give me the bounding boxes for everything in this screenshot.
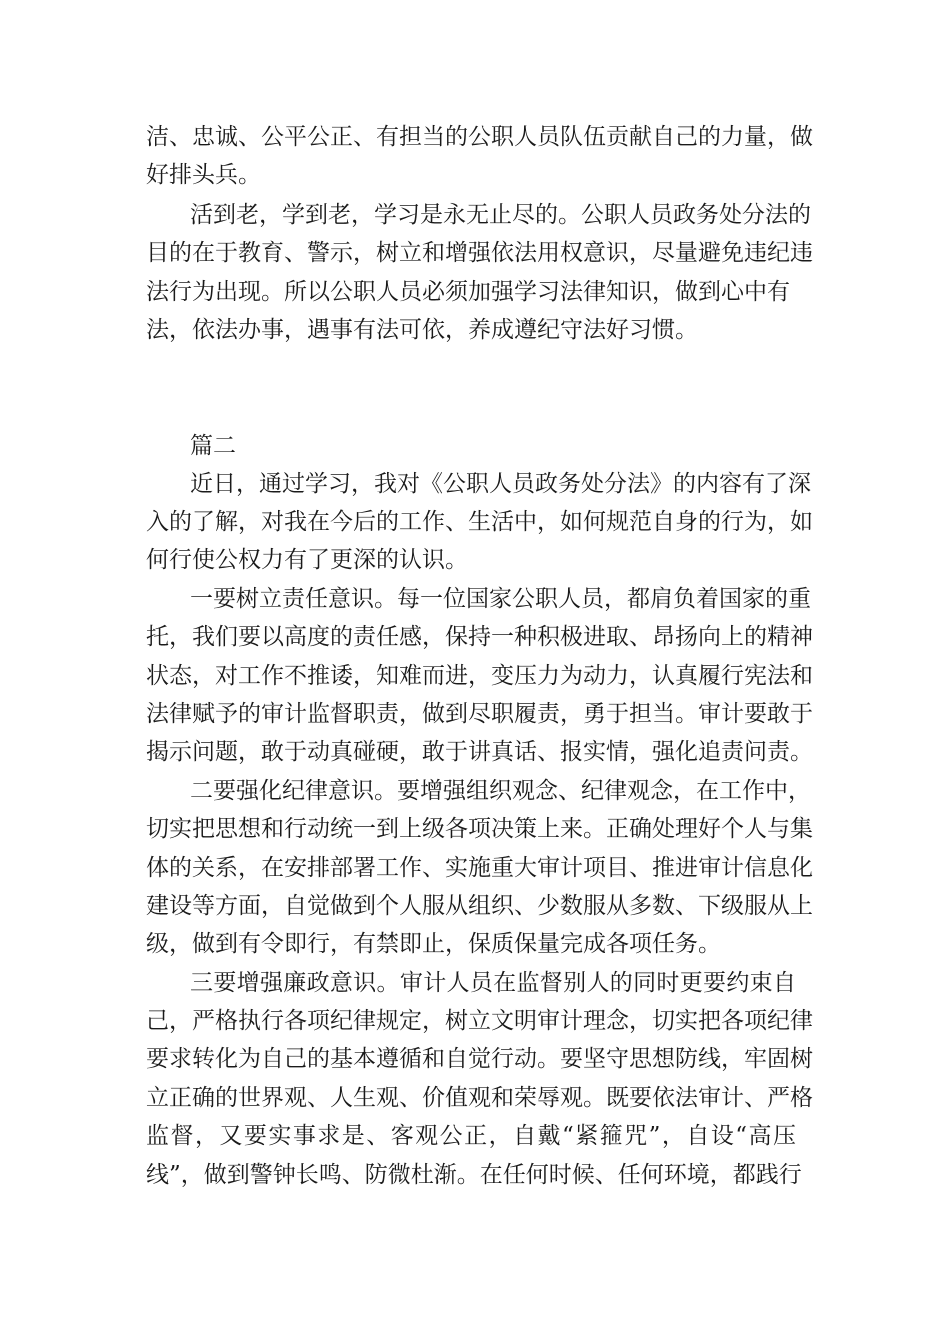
text-line: 线”，做到警钟长鸣、防微杜渐。在任何时候、任何环境，都践行 bbox=[146, 1162, 802, 1188]
text-line: 何行使公权力有了更深的认识。 bbox=[146, 547, 468, 573]
text-line: 好排头兵。 bbox=[146, 162, 261, 188]
text-line: 建设等方面，自觉做到个人服从组织、少数服从多数、下级服从上 bbox=[146, 893, 813, 919]
text-line: 监督，又要实事求是、客观公正，自戴“紧箍咒”，自设“高压 bbox=[146, 1123, 796, 1149]
text-line: 洁、忠诚、公平公正、有担当的公职人员队伍贡献自己的力量，做 bbox=[146, 124, 813, 150]
text-line: 三要增强廉政意识。审计人员在监督别人的同时更要约束自 bbox=[190, 970, 796, 996]
text-line: 己，严格执行各项纪律规定，树立文明审计理念，切实把各项纪律 bbox=[146, 1008, 813, 1034]
text-line: 托，我们要以高度的责任感，保持一种积极进取、昂扬向上的精神 bbox=[146, 624, 813, 650]
text-line: 一要树立责任意识。每一位国家公职人员，都肩负着国家的重 bbox=[190, 586, 811, 612]
text-line: 近日，通过学习，我对《公职人员政务处分法》的内容有了深 bbox=[190, 471, 811, 497]
text-line: 状态，对工作不推诿，知难而进，变压力为动力，认真履行宪法和 bbox=[146, 663, 813, 689]
section-heading: 篇二 bbox=[190, 433, 236, 459]
text-line: 法，依法办事，遇事有法可依，养成遵纪守法好习惯。 bbox=[146, 317, 698, 343]
text-line: 活到老，学到老，学习是永无止尽的。公职人员政务处分法的 bbox=[190, 202, 811, 228]
text-line: 法律赋予的审计监督职责，做到尽职履责，勇于担当。审计要敢于 bbox=[146, 701, 813, 727]
text-line: 入的了解，对我在今后的工作、生活中，如何规范自身的行为，如 bbox=[146, 509, 813, 535]
text-line: 二要强化纪律意识。要增强组织观念、纪律观念，在工作中， bbox=[190, 778, 811, 804]
text-line: 体的关系，在安排部署工作、实施重大审计项目、推进审计信息化 bbox=[146, 855, 813, 881]
text-line: 切实把思想和行动统一到上级各项决策上来。正确处理好个人与集 bbox=[146, 816, 813, 842]
text-line: 揭示问题，敢于动真碰硬，敢于讲真话、报实情，强化追责问责。 bbox=[146, 739, 813, 765]
text-line: 要求转化为自己的基本遵循和自觉行动。要坚守思想防线，牢固树 bbox=[146, 1046, 813, 1072]
text-line: 级，做到有令即行，有禁即止，保质保量完成各项任务。 bbox=[146, 931, 721, 957]
text-line: 法行为出现。所以公职人员必须加强学习法律知识，做到心中有 bbox=[146, 279, 790, 305]
text-line: 目的在于教育、警示，树立和增强依法用权意识，尽量避免违纪违 bbox=[146, 240, 813, 266]
text-line: 立正确的世界观、人生观、价值观和荣辱观。既要依法审计、严格 bbox=[146, 1085, 813, 1111]
